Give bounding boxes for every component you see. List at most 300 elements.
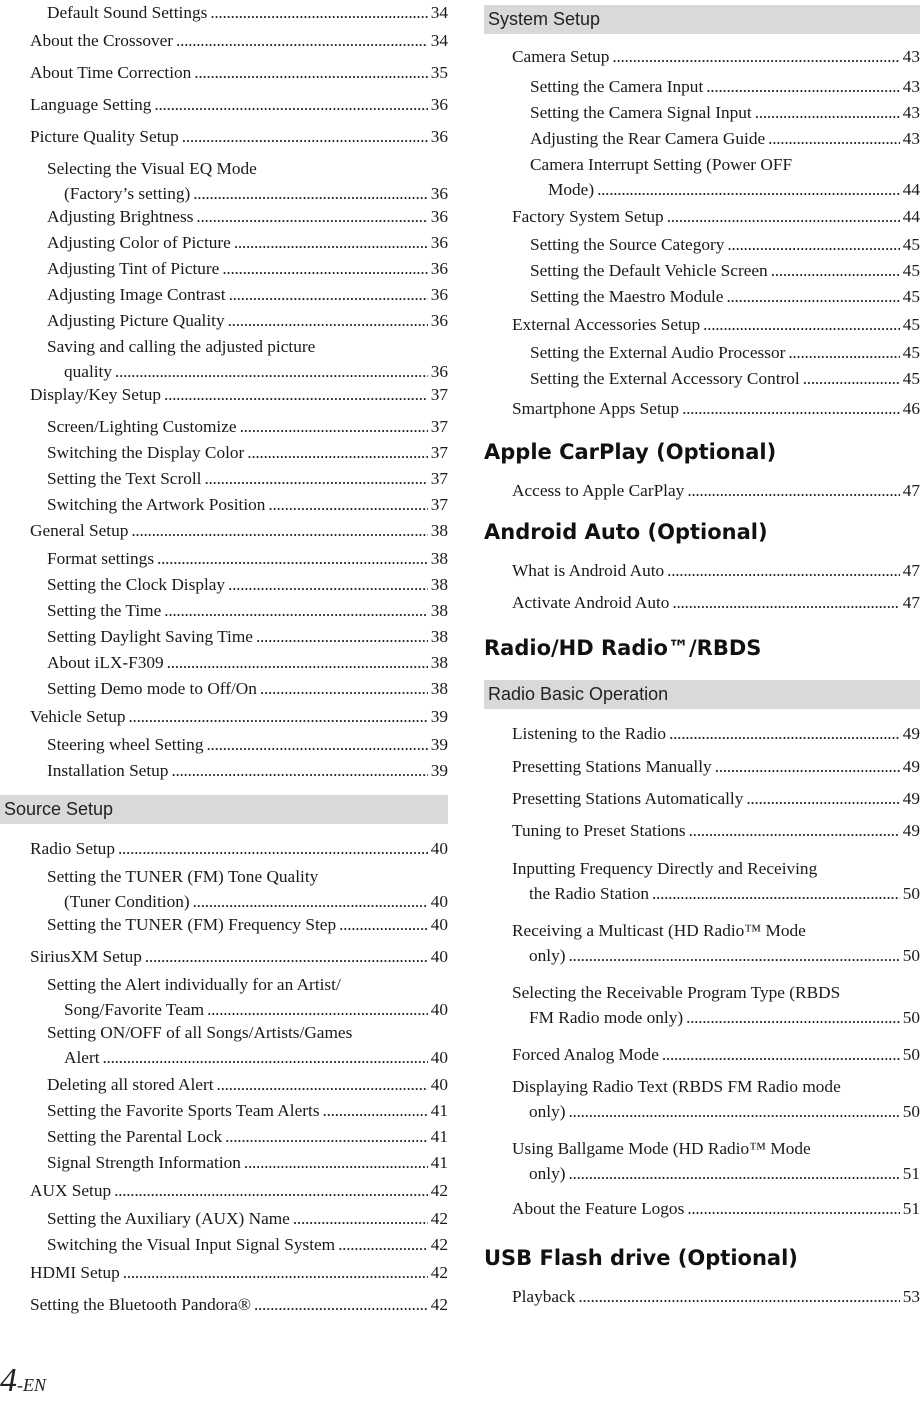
toc-entry[interactable] (47, 440, 448, 465)
toc-entry-title: Listening to the Radio (512, 724, 667, 743)
toc-entry-title: Setting the Clock Display (47, 575, 226, 594)
toc-entry-title: Adjusting Color of Picture (47, 233, 231, 252)
dot-leader (254, 1292, 428, 1317)
dot-leader (755, 100, 900, 125)
dot-leader (689, 818, 900, 843)
toc-entry[interactable] (30, 1178, 448, 1203)
toc-entry[interactable] (47, 732, 448, 757)
dot-leader (578, 1284, 899, 1309)
dot-leader (746, 786, 899, 811)
section-band: Source Setup (0, 795, 448, 824)
toc-entry[interactable] (47, 1150, 448, 1175)
toc-page-number: 36 (430, 127, 448, 146)
toc-entry-title: Language Setting (30, 95, 152, 114)
toc-page-number: 35 (430, 63, 448, 82)
toc-entry[interactable] (530, 258, 920, 283)
toc-page-number: 36 (430, 95, 448, 114)
toc-page-number: 36 (430, 285, 448, 304)
toc-page-number: 43 (902, 103, 920, 122)
toc-page-number: 37 (430, 385, 448, 404)
dot-leader (687, 478, 899, 503)
toc-entry[interactable] (47, 624, 448, 649)
toc-entry-title: Presetting Stations Manually (512, 757, 712, 776)
dot-leader (672, 590, 899, 615)
toc-entry[interactable] (548, 177, 920, 202)
toc-page-number: 43 (902, 47, 920, 66)
toc-entry-title: Playback (512, 1287, 576, 1306)
toc-page-number: 41 (430, 1127, 448, 1146)
toc-page-number: 49 (902, 724, 920, 743)
dot-leader (194, 60, 427, 85)
toc-page-number: 42 (430, 1235, 448, 1254)
toc-page-number: 37 (430, 443, 448, 462)
dot-leader (157, 546, 428, 571)
toc-entry[interactable] (47, 572, 448, 597)
toc-entry[interactable] (512, 786, 920, 811)
toc-entry[interactable] (47, 230, 448, 255)
toc-page-number: 37 (430, 495, 448, 514)
toc-entry[interactable] (47, 598, 448, 623)
toc-page-number: 50 (902, 1008, 920, 1027)
toc-page-number: 44 (902, 180, 920, 199)
toc-entry[interactable] (47, 546, 448, 571)
toc-page-number: 45 (902, 343, 920, 362)
toc-page-number: 41 (430, 1153, 448, 1172)
toc-entry-title: SiriusXM Setup (30, 947, 142, 966)
toc-page-number: 40 (430, 1048, 448, 1067)
toc-entry-title: Picture Quality Setup (30, 127, 179, 146)
toc-page-number: 38 (430, 521, 448, 540)
dot-leader (228, 572, 428, 597)
toc-entry-title: the Radio Station (529, 884, 649, 903)
toc-entry-title: AUX Setup (30, 1181, 112, 1200)
toc-entry-title: only) (529, 1102, 566, 1121)
dot-leader (667, 204, 900, 229)
dot-leader (229, 282, 428, 307)
toc-page-number: 51 (902, 1199, 920, 1218)
toc-entry[interactable] (512, 396, 920, 421)
toc-entry[interactable] (512, 1196, 920, 1221)
toc-entry[interactable] (530, 74, 920, 99)
dot-leader (268, 492, 427, 517)
dot-leader (129, 704, 428, 729)
dot-leader (222, 256, 427, 281)
dot-leader (715, 754, 900, 779)
toc-page-number: 45 (902, 287, 920, 306)
toc-entry-title: General Setup (30, 521, 129, 540)
toc-entry-title: Setting the Favorite Sports Team Alerts (47, 1101, 320, 1120)
toc-entry[interactable] (530, 100, 920, 125)
toc-entry-title: Adjusting Tint of Picture (47, 259, 220, 278)
dot-leader (145, 944, 428, 969)
toc-entry[interactable] (512, 312, 920, 337)
toc-page-number: 39 (430, 735, 448, 754)
toc-page-number: 36 (430, 233, 448, 252)
toc-entry-title-line: Inputting Frequency Directly and Receiving (512, 859, 818, 878)
dot-leader (652, 881, 900, 906)
dot-leader (164, 382, 428, 407)
toc-entry-title-line: Camera Interrupt Setting (Power OFF (530, 155, 793, 174)
dot-leader (323, 1098, 428, 1123)
toc-entry[interactable] (512, 1284, 920, 1309)
toc-entry-title: Steering wheel Setting (47, 735, 204, 754)
dot-leader (726, 284, 899, 309)
toc-entry-title: Alert (64, 1048, 100, 1067)
toc-entry-title: Forced Analog Mode (512, 1045, 659, 1064)
toc-page-number: 40 (430, 839, 448, 858)
toc-entry-title: Camera Setup (512, 47, 610, 66)
toc-entry-title: only) (529, 946, 566, 965)
toc-entry-title: Presetting Stations Automatically (512, 789, 744, 808)
toc-entry[interactable] (530, 284, 920, 309)
dot-leader (260, 676, 428, 701)
dot-leader (338, 1232, 428, 1257)
toc-entry-title: Setting Demo mode to Off/On (47, 679, 257, 698)
toc-entry-title: Access to Apple CarPlay (512, 481, 685, 500)
toc-entry-title: Default Sound Settings (47, 3, 208, 22)
dot-leader (256, 624, 428, 649)
toc-entry[interactable] (47, 676, 448, 701)
page-number: 4 (0, 1362, 17, 1399)
toc-entry[interactable] (30, 28, 448, 53)
toc-page-number: 50 (902, 1045, 920, 1064)
toc-entry-title: Setting the Camera Signal Input (530, 103, 752, 122)
toc-entry[interactable] (512, 558, 920, 583)
toc-entry-title: Mode) (548, 180, 595, 199)
toc-entry[interactable] (64, 889, 448, 914)
toc-entry-title: Setting Daylight Saving Time (47, 627, 253, 646)
toc-entry-title: Switching the Display Color (47, 443, 245, 462)
toc-page-number: 50 (902, 884, 920, 903)
page-language-suffix: -EN (17, 1375, 46, 1395)
toc-page-number: 45 (902, 261, 920, 280)
toc-entry-title: Screen/Lighting Customize (47, 417, 237, 436)
toc-entry[interactable] (47, 308, 448, 333)
toc-entry-title: Setting the Text Scroll (47, 469, 202, 488)
toc-entry[interactable] (30, 518, 448, 543)
toc-entry[interactable] (512, 1042, 920, 1067)
toc-page-number: 49 (902, 757, 920, 776)
dot-leader (115, 359, 428, 384)
toc-entry-title-line: Setting the Alert individually for an Artist/ (47, 975, 341, 994)
toc-entry[interactable] (64, 181, 448, 206)
toc-entry[interactable] (512, 721, 920, 746)
dot-leader (103, 1045, 428, 1070)
toc-entry[interactable] (30, 92, 448, 117)
dot-leader (167, 650, 428, 675)
dot-leader (207, 997, 428, 1022)
toc-entry-title: Setting the TUNER (FM) Frequency Step (47, 915, 337, 934)
toc-entry-title-line: Saving and calling the adjusted picture (47, 337, 316, 356)
toc-entry-title: (Tuner Condition) (64, 892, 190, 911)
toc-entry[interactable] (530, 126, 920, 151)
dot-leader (118, 836, 428, 861)
toc-entry[interactable] (47, 0, 448, 25)
toc-entry-title: HDMI Setup (30, 1263, 120, 1282)
dot-leader (182, 124, 428, 149)
toc-entry-title: Switching the Visual Input Signal System (47, 1235, 336, 1254)
toc-entry[interactable] (30, 836, 448, 861)
toc-entry-title: Radio Setup (30, 839, 115, 858)
toc-entry-title: Adjusting Brightness (47, 207, 194, 226)
toc-entry[interactable] (47, 282, 448, 307)
toc-page-number: 40 (430, 915, 448, 934)
toc-entry-title: About the Feature Logos (512, 1199, 685, 1218)
toc-entry-title-line: Setting the TUNER (FM) Tone Quality (47, 867, 319, 886)
toc-entry-title: Setting the Default Vehicle Screen (530, 261, 768, 280)
toc-page-number: 40 (430, 947, 448, 966)
toc-page-number: 38 (430, 549, 448, 568)
dot-leader (667, 558, 900, 583)
dot-leader (176, 28, 428, 53)
dot-leader (568, 1099, 899, 1124)
toc-page-number: 53 (902, 1287, 920, 1306)
section-band: Radio Basic Operation (484, 680, 920, 709)
toc-entry[interactable] (512, 44, 920, 69)
toc-entry[interactable] (512, 204, 920, 229)
toc-entry[interactable] (30, 704, 448, 729)
toc-page-number: 41 (430, 1101, 448, 1120)
toc-entry-title: Deleting all stored Alert (47, 1075, 214, 1094)
toc-page-number: 42 (430, 1209, 448, 1228)
toc-page-number: 45 (902, 235, 920, 254)
dot-leader (247, 440, 427, 465)
toc-entry-title: (Factory’s setting) (64, 184, 191, 203)
dot-leader (206, 732, 427, 757)
toc-entry-title: Adjusting Picture Quality (47, 311, 225, 330)
toc-entry-title: Song/Favorite Team (64, 1000, 205, 1019)
toc-entry-title: Setting the Auxiliary (AUX) Name (47, 1209, 290, 1228)
toc-entry-title: Display/Key Setup (30, 385, 162, 404)
toc-page-number: 37 (430, 469, 448, 488)
toc-entry[interactable] (47, 912, 448, 937)
toc-entry-title: External Accessories Setup (512, 315, 701, 334)
chapter-heading: Apple CarPlay (Optional) (484, 440, 777, 464)
toc-entry[interactable] (529, 881, 920, 906)
dot-leader (204, 466, 427, 491)
dot-leader (244, 1150, 428, 1175)
toc-entry-title: What is Android Auto (512, 561, 665, 580)
dot-leader (771, 258, 900, 283)
dot-leader (131, 518, 427, 543)
toc-page-number: 47 (902, 561, 920, 580)
toc-entry-title: Setting the Time (47, 601, 162, 620)
toc-entry[interactable] (530, 340, 920, 365)
toc-entry-title: Switching the Artwork Position (47, 495, 266, 514)
dot-leader (196, 204, 427, 229)
toc-page-number: 47 (902, 593, 920, 612)
toc-page-number: 49 (902, 789, 920, 808)
toc-page-number: 43 (902, 77, 920, 96)
dot-leader (686, 1005, 900, 1030)
toc-entry[interactable] (47, 758, 448, 783)
dot-leader (682, 396, 900, 421)
toc-entry[interactable] (47, 650, 448, 675)
toc-entry[interactable] (64, 1045, 448, 1070)
chapter-heading: USB Flash drive (Optional) (484, 1246, 798, 1270)
dot-leader (727, 232, 899, 257)
toc-page-number: 36 (430, 207, 448, 226)
toc-entry-title: Vehicle Setup (30, 707, 126, 726)
toc-page-number: 40 (430, 892, 448, 911)
dot-leader (228, 308, 428, 333)
toc-entry-title: FM Radio mode only) (529, 1008, 684, 1027)
toc-page-number: 34 (430, 31, 448, 50)
toc-page-number: 38 (430, 601, 448, 620)
dot-leader (706, 74, 899, 99)
toc-entry-title: Setting the External Audio Processor (530, 343, 786, 362)
toc-entry-title: About the Crossover (30, 31, 174, 50)
toc-page-number: 42 (430, 1295, 448, 1314)
toc-entry[interactable] (512, 754, 920, 779)
toc-page-number: 42 (430, 1181, 448, 1200)
toc-entry[interactable] (529, 1161, 920, 1186)
dot-leader (171, 758, 427, 783)
toc-entry-title-line: Setting ON/OFF of all Songs/Artists/Games (47, 1023, 353, 1042)
toc-entry-title: About iLX-F309 (47, 653, 164, 672)
toc-page-number: 38 (430, 653, 448, 672)
toc-entry-title: quality (64, 362, 112, 381)
toc-entry-title: Tuning to Preset Stations (512, 821, 686, 840)
dot-leader (687, 1196, 899, 1221)
toc-entry[interactable] (47, 1098, 448, 1123)
dot-leader (568, 943, 899, 968)
dot-leader (193, 181, 427, 206)
toc-page-number: 43 (902, 129, 920, 148)
toc-entry[interactable] (47, 204, 448, 229)
toc-page-number: 37 (430, 417, 448, 436)
toc-entry[interactable] (64, 997, 448, 1022)
dot-leader (662, 1042, 900, 1067)
toc-page-number: 50 (902, 946, 920, 965)
toc-entry[interactable] (512, 818, 920, 843)
dot-leader (114, 1178, 428, 1203)
toc-page-number: 51 (902, 1164, 920, 1183)
toc-page-number: 38 (430, 679, 448, 698)
toc-entry[interactable] (47, 492, 448, 517)
toc-page-number: 36 (430, 259, 448, 278)
toc-page-number: 34 (430, 3, 448, 22)
dot-leader (803, 366, 900, 391)
toc-page-number: 39 (430, 761, 448, 780)
toc-entry[interactable] (64, 359, 448, 384)
toc-page-number: 36 (430, 362, 448, 381)
dot-leader (293, 1206, 428, 1231)
toc-page-number: 44 (902, 207, 920, 226)
toc-entry[interactable] (529, 943, 920, 968)
toc-page-number: 38 (430, 627, 448, 646)
toc-page-number: 40 (430, 1000, 448, 1019)
toc-entry[interactable] (47, 466, 448, 491)
dot-leader (240, 414, 428, 439)
dot-leader (597, 177, 900, 202)
toc-entry[interactable] (47, 1124, 448, 1149)
dot-leader (612, 44, 899, 69)
chapter-heading: Android Auto (Optional) (484, 520, 768, 544)
toc-entry-title-line: Selecting the Visual EQ Mode (47, 159, 257, 178)
toc-entry-title: only) (529, 1164, 566, 1183)
toc-page-number: 36 (430, 184, 448, 203)
toc-entry[interactable] (512, 590, 920, 615)
toc-entry[interactable] (47, 1232, 448, 1257)
toc-entry[interactable] (47, 256, 448, 281)
toc-entry[interactable] (47, 1206, 448, 1231)
dot-leader (164, 598, 427, 623)
dot-leader (788, 340, 899, 365)
toc-page-number: 47 (902, 481, 920, 500)
toc-entry[interactable] (47, 414, 448, 439)
toc-entry[interactable] (30, 382, 448, 407)
toc-entry-title: Factory System Setup (512, 207, 664, 226)
toc-entry-title: Adjusting Image Contrast (47, 285, 226, 304)
toc-entry-title: Setting the Maestro Module (530, 287, 724, 306)
toc-entry[interactable] (529, 1005, 920, 1030)
dot-leader (234, 230, 428, 255)
toc-entry-title-line: Using Ballgame Mode (HD Radio™ Mode (512, 1139, 811, 1158)
dot-leader (123, 1260, 428, 1285)
section-band: System Setup (484, 5, 920, 34)
toc-entry[interactable] (30, 944, 448, 969)
toc-entry[interactable] (30, 1292, 448, 1317)
toc-entry-title: About Time Correction (30, 63, 192, 82)
dot-leader (568, 1161, 899, 1186)
toc-entry-title-line: Receiving a Multicast (HD Radio™ Mode (512, 921, 806, 940)
toc-entry[interactable] (30, 60, 448, 85)
toc-entry-title: Signal Strength Information (47, 1153, 241, 1172)
toc-entry-title: Setting the Source Category (530, 235, 725, 254)
toc-page-number: 50 (902, 1102, 920, 1121)
page-footer (0, 1362, 46, 1400)
toc-entry[interactable] (30, 124, 448, 149)
chapter-heading: Radio/HD Radio™/RBDS (484, 636, 762, 660)
toc-entry-title: Setting the Camera Input (530, 77, 704, 96)
toc-entry[interactable] (530, 366, 920, 391)
toc-entry[interactable] (47, 1072, 448, 1097)
toc-entry-title: Setting the Parental Lock (47, 1127, 223, 1146)
toc-page-number: 39 (430, 707, 448, 726)
toc-entry-title: Activate Android Auto (512, 593, 670, 612)
toc-entry-title: Installation Setup (47, 761, 169, 780)
toc-page-number: 45 (902, 369, 920, 388)
toc-entry-title: Smartphone Apps Setup (512, 399, 680, 418)
dot-leader (768, 126, 900, 151)
toc-entry[interactable] (530, 232, 920, 257)
toc-entry[interactable] (30, 1260, 448, 1285)
toc-page-number: 40 (430, 1075, 448, 1094)
toc-page-number: 36 (430, 311, 448, 330)
toc-page-number: 46 (902, 399, 920, 418)
toc-entry-title-line: Selecting the Receivable Program Type (RBDS (512, 983, 841, 1002)
toc-page-number: 45 (902, 315, 920, 334)
toc-entry[interactable] (529, 1099, 920, 1124)
dot-leader (339, 912, 428, 937)
dot-leader (669, 721, 900, 746)
toc-entry-title: Setting the Bluetooth Pandora® (30, 1295, 251, 1314)
toc-page-number: 38 (430, 575, 448, 594)
dot-leader (703, 312, 900, 337)
dot-leader (217, 1072, 428, 1097)
toc-entry[interactable] (512, 478, 920, 503)
dot-leader (193, 889, 428, 914)
toc-page-number: 42 (430, 1263, 448, 1282)
toc-entry-title: Adjusting the Rear Camera Guide (530, 129, 766, 148)
toc-entry-title: Format settings (47, 549, 155, 568)
toc-entry-title: Setting the External Accessory Control (530, 369, 800, 388)
dot-leader (225, 1124, 428, 1149)
toc-entry-title-line: Displaying Radio Text (RBDS FM Radio mode (512, 1077, 841, 1096)
toc-page-number: 49 (902, 821, 920, 840)
dot-leader (210, 0, 427, 25)
